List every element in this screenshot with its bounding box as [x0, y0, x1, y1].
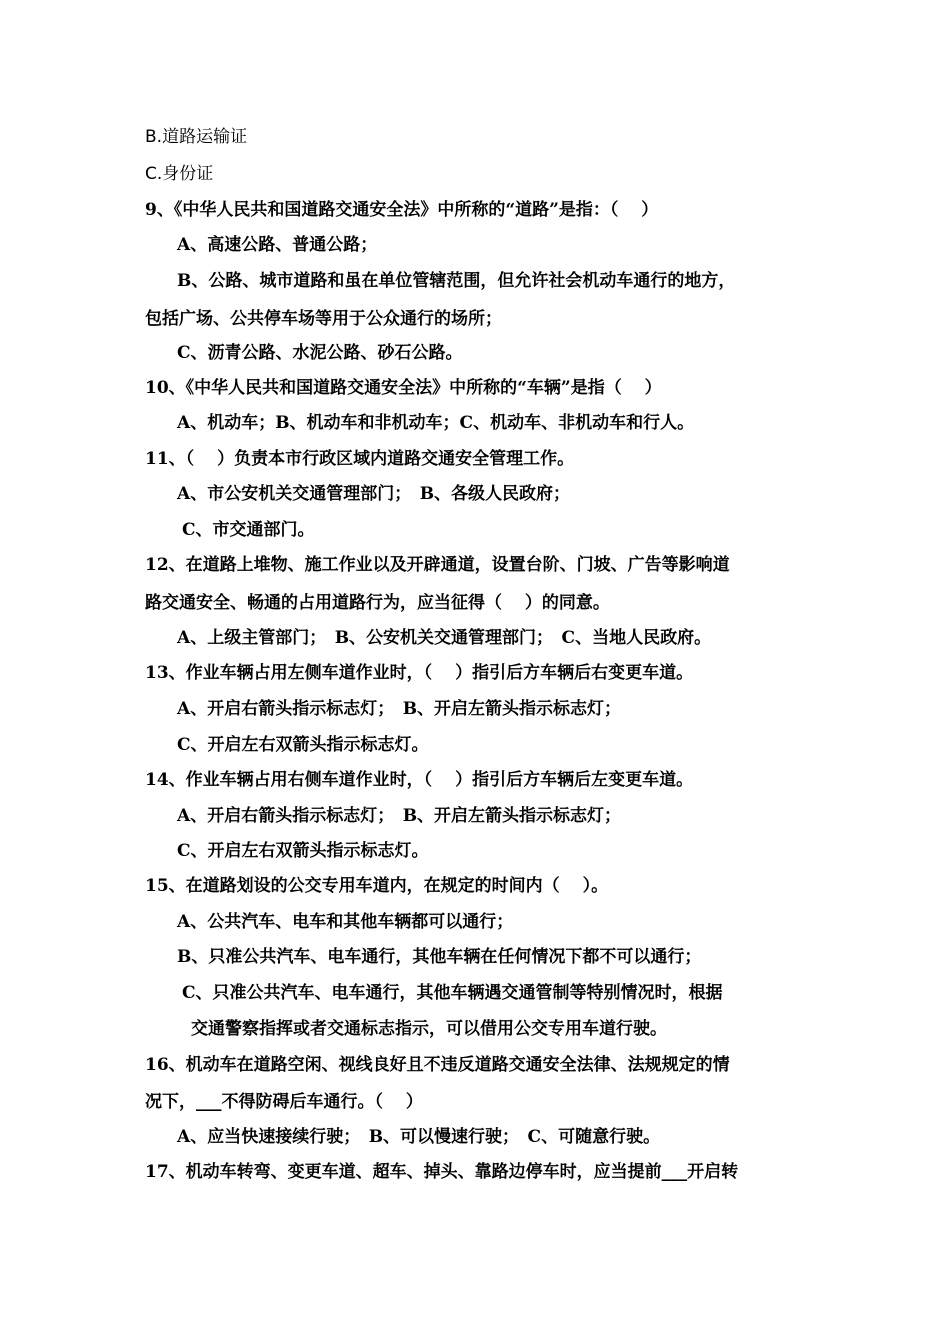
- question-line: 路交通安全、畅通的占用道路行为，应当征得（ ）的同意。: [145, 593, 610, 613]
- option-line: A、开启右箭头指示标志灯； B、开启左箭头指示标志灯；: [177, 806, 622, 826]
- question-line: 16、机动车在道路空闲、视线良好且不违反道路交通安全法律、法规规定的情: [145, 1055, 730, 1075]
- question-line: 12、在道路上堆物、施工作业以及开辟通道，设置台阶、门坡、广告等影响道: [145, 555, 730, 575]
- option-line: B、公路、城市道路和虽在单位管辖范围，但允许社会机动车通行的地方，: [177, 271, 736, 291]
- question-line: 况下，___不得防碍后车通行。（ ）: [145, 1092, 423, 1112]
- option-line: 交通警察指挥或者交通标志指示，可以借用公交专用车道行驶。: [191, 1019, 667, 1039]
- option-line: A、机动车；B、机动车和非机动车；C、机动车、非机动车和行人。: [177, 413, 695, 433]
- option-line: A、高速公路、普通公路；: [177, 235, 378, 255]
- option-line: B.道路运输证: [145, 127, 248, 147]
- question-line: 14、作业车辆占用右侧车道作业时，（ ）指引后方车辆后左变更车道。: [145, 770, 694, 790]
- option-line: C、开启左右双箭头指示标志灯。: [177, 735, 429, 755]
- option-line: C、开启左右双箭头指示标志灯。: [177, 841, 429, 861]
- option-line: C.身份证: [145, 164, 214, 184]
- question-line: 15、在道路划设的公交专用车道内，在规定的时间内（ ）。: [145, 876, 609, 896]
- option-line: A、上级主管部门； B、公安机关交通管理部门； C、当地人民政府。: [177, 628, 712, 648]
- question-line: 10、《中华人民共和国道路交通安全法》中所称的“车辆”是指（ ）: [145, 378, 662, 398]
- option-line: C、沥青公路、水泥公路、砂石公路。: [177, 343, 463, 363]
- option-line: A、应当快速接续行驶； B、可以慢速行驶； C、可随意行驶。: [177, 1127, 661, 1147]
- option-line: 包括广场、公共停车场等用于公众通行的场所；: [145, 309, 502, 329]
- option-line: A、市公安机关交通管理部门； B、各级人民政府；: [177, 484, 571, 504]
- question-line: 11、（ ）负责本市行政区域内道路交通安全管理工作。: [145, 449, 575, 469]
- question-line: 17、机动车转弯、变更车道、超车、掉头、靠路边停车时，应当提前___开启转: [145, 1162, 739, 1182]
- option-line: C、只准公共汽车、电车通行，其他车辆遇交通管制等特别情况时，根据: [182, 983, 723, 1003]
- option-line: B、只准公共汽车、电车通行，其他车辆在任何情况下都不可以通行；: [177, 947, 702, 967]
- option-line: A、开启右箭头指示标志灯； B、开启左箭头指示标志灯；: [177, 699, 622, 719]
- option-line: A、公共汽车、电车和其他车辆都可以通行；: [177, 912, 514, 932]
- question-line: 9、《中华人民共和国道路交通安全法》中所称的“道路”是指：（ ）: [145, 200, 659, 220]
- question-line: 13、作业车辆占用左侧车道作业时，（ ）指引后方车辆后右变更车道。: [145, 663, 694, 683]
- option-line: C、市交通部门。: [182, 520, 315, 540]
